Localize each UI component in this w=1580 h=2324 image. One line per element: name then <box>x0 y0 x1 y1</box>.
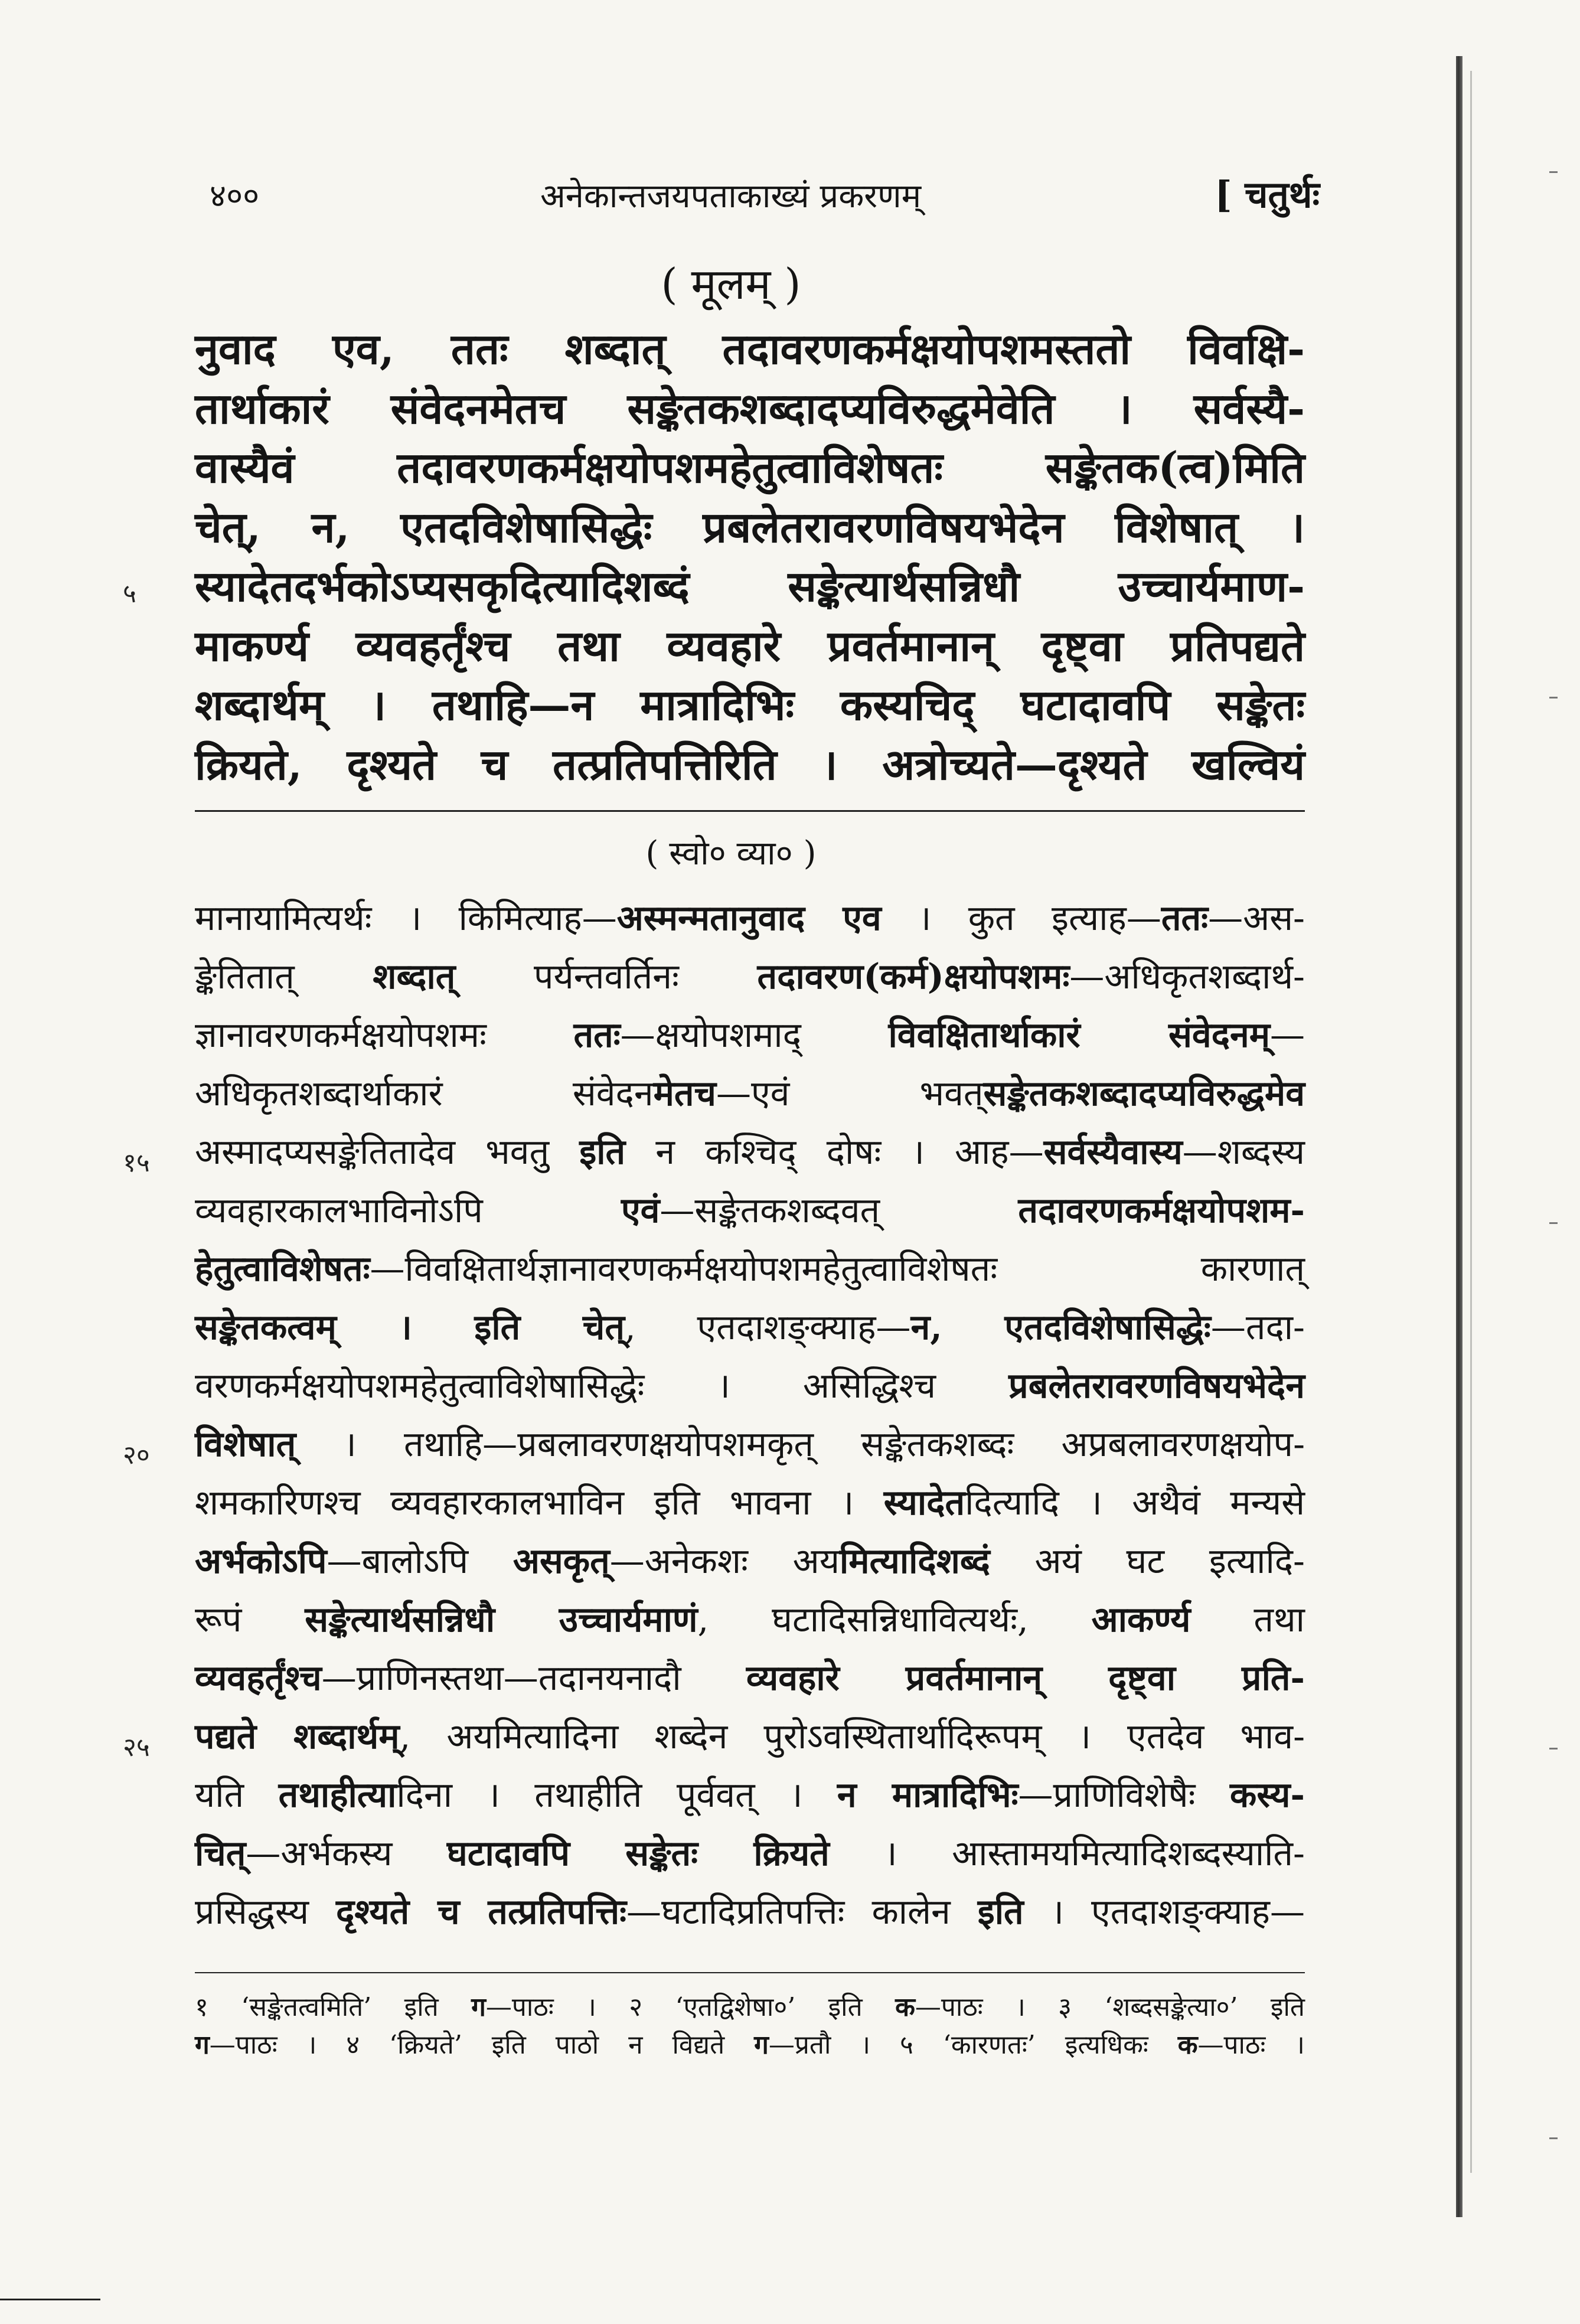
text-line: हेतुत्वाविशेषतः—विवक्षितार्थज्ञानावरणकर्मक्षयोपशमहेतुत्वाविशेषतः कारणात् <box>195 1248 1305 1289</box>
text-line: वरणकर्मक्षयोपशमहेतुत्वाविशेषासिद्धेः । असिद्धिश्च प्रबलेतरावरणविषयभेदेन <box>195 1365 1305 1406</box>
text-line: व्यवहारकालभाविनोऽपि एवं—सङ्केतकशब्दवत् तदावरणकर्मक्षयोपशम- <box>195 1190 1305 1230</box>
page-header <box>210 172 1320 220</box>
line-number: २० <box>123 1440 150 1470</box>
text-line: प्रसिद्धस्य दृश्यते च तत्प्रतिपत्तिः—घटादिप्रतिपत्तिः कालेन इति । एतदाशङ्क्याह— <box>195 1891 1305 1932</box>
text-line: अधिकृतशब्दार्थाकारं संवेदनमेतच—एवं भवत्सङ्केतकशब्दादप्यविरुद्धमेव <box>195 1073 1305 1114</box>
text-line: ग—पाठः । ४ ‘क्रियते’ इति पाठो न विद्यते ग—प्रतौ । ५ ‘कारणतः’ इत्यधिकः क—पाठः । <box>195 2030 1305 2060</box>
text-line: माकर्ण्य व्यवहर्तृंश्च तथा व्यवहारे प्रवर्तमानान् दृष्ट्वा प्रतिपद्यते <box>195 620 1305 671</box>
text-line: मानायामित्यर्थः । किमित्याह—अस्मन्मतानुवाद एव । कुत इत्याह—ततः—अस- <box>195 897 1305 938</box>
line-number: २५ <box>123 1732 150 1762</box>
text-line: अस्मादप्यसङ्केतितादेव भवतु इति न कश्चिद् दोषः । आह—सर्वस्यैवास्य—शब्दस्य <box>195 1131 1305 1172</box>
text-line: ज्ञानावरणकर्मक्षयोपशमः ततः—क्षयोपशमाद् विवक्षितार्थाकारं संवेदनम्— <box>195 1014 1305 1055</box>
text-line: अर्भकोऽपि—बालोऽपि असकृत्—अनेकशः अयमित्यादिशब्दं अयं घट इत्यादि- <box>195 1540 1305 1581</box>
text-line: वास्यैवं तदावरणकर्मक्षयोपशमहेतुत्वाविशेषतः सङ्केतक(त्व)मिति <box>195 442 1305 492</box>
scan-tick-mark <box>1549 1748 1558 1749</box>
text-line: तार्थाकारं संवेदनमेतच सङ्केतकशब्दादप्यविरुद्धमेवेति । सर्वस्यै- <box>195 383 1305 433</box>
text-line: यति तथाहीत्यादिना । तथाहीति पूर्ववत् । न मात्रादिभिः—प्राणिविशेषैः कस्य- <box>195 1774 1305 1815</box>
section-mark: [ चतुर्थः <box>1215 173 1320 216</box>
scan-tick-mark <box>1549 697 1558 698</box>
line-number: १५ <box>123 1148 150 1178</box>
running-title: अनेकान्तजयपताकाख्यं प्रकरणम् <box>540 177 922 216</box>
scan-tick-mark <box>1549 1222 1558 1224</box>
text-line: विशेषात् । तथाहि—प्रबलावरणक्षयोपशमकृत् सङ्केतकशब्दः अप्रबलावरणक्षयोप- <box>195 1424 1305 1464</box>
scan-margin-rule-thin <box>1470 71 1472 2173</box>
text-line: शमकारिणश्च व्यवहारकालभाविन इति भावना । स्यादेतदित्यादि । अथैवं मन्यसे <box>195 1482 1305 1523</box>
scan-margin-rule <box>1456 56 1463 2217</box>
text-line: १ ‘सङ्केतत्वमिति’ इति ग—पाठः । २ ‘एतद्विशेषा०’ इति क—पाठः । ३ ‘शब्दसङ्केत्या०’ इति <box>195 1992 1305 2022</box>
text-line: शब्दार्थम् । तथाहि—न मात्रादिभिः कस्यचिद् घटादावपि सङ्केतः <box>195 680 1305 730</box>
text-line: सङ्केतकत्वम् । इति चेत्, एतदाशङ्क्याह—न, एतदविशेषासिद्धेः—तदा- <box>195 1307 1305 1347</box>
text-line: नुवाद एव, ततः शब्दात् तदावरणकर्मक्षयोपशमस्ततो विवक्षि- <box>195 324 1305 374</box>
text-line: चित्—अर्भकस्य घटादावपि सङ्केतः क्रियते । आस्तामयमित्यादिशब्दस्याति- <box>195 1833 1305 1873</box>
footnote-divider <box>195 1972 1305 1973</box>
scan-tick-mark <box>1549 171 1558 173</box>
text-line: चेत्, न, एतदविशेषासिद्धेः प्रबलेतरावरणविषयभेदेन विशेषात् । <box>195 501 1305 552</box>
section-divider <box>195 810 1305 812</box>
text-line: क्रियते, दृश्यते च तत्प्रतिपत्तिरिति । अत्रोच्यते—दृश्यते खल्वियं <box>195 739 1305 789</box>
mula-heading: ( मूलम् ) <box>661 259 801 309</box>
text-line: स्यादेतदर्भकोऽप्यसकृदित्यादिशब्दं सङ्केत्यार्थसन्निधौ उच्चार्यमाण- <box>195 561 1305 611</box>
text-line: ङ्केतितात् शब्दात् पर्यन्तवर्तिनः तदावरण(कर्म)क्षयोपशमः—अधिकृतशब्दार्थ- <box>195 956 1305 997</box>
commentary-heading: ( स्वो० व्या० ) <box>645 834 817 873</box>
text-line: व्यवहर्तृंश्च—प्राणिनस्तथा—तदानयनादौ व्यवहारे प्रवर्तमानान् दृष्ट्वा प्रति- <box>195 1657 1305 1698</box>
text-line: पद्यते शब्दार्थम्, अयमित्यादिना शब्देन पुरोऽवस्थितार्थादिरूपम् । एतदेव भाव- <box>195 1716 1305 1757</box>
line-number: ५ <box>123 579 136 609</box>
text-line: रूपं सङ्केत्यार्थसन्निधौ उच्चार्यमाणं, घटादिसन्निधावित्यर्थः, आकर्ण्य तथा <box>195 1599 1305 1640</box>
scan-bottom-mark <box>0 2299 100 2300</box>
scan-tick-mark <box>1549 2137 1558 2139</box>
page-number: ४०० <box>210 177 260 214</box>
